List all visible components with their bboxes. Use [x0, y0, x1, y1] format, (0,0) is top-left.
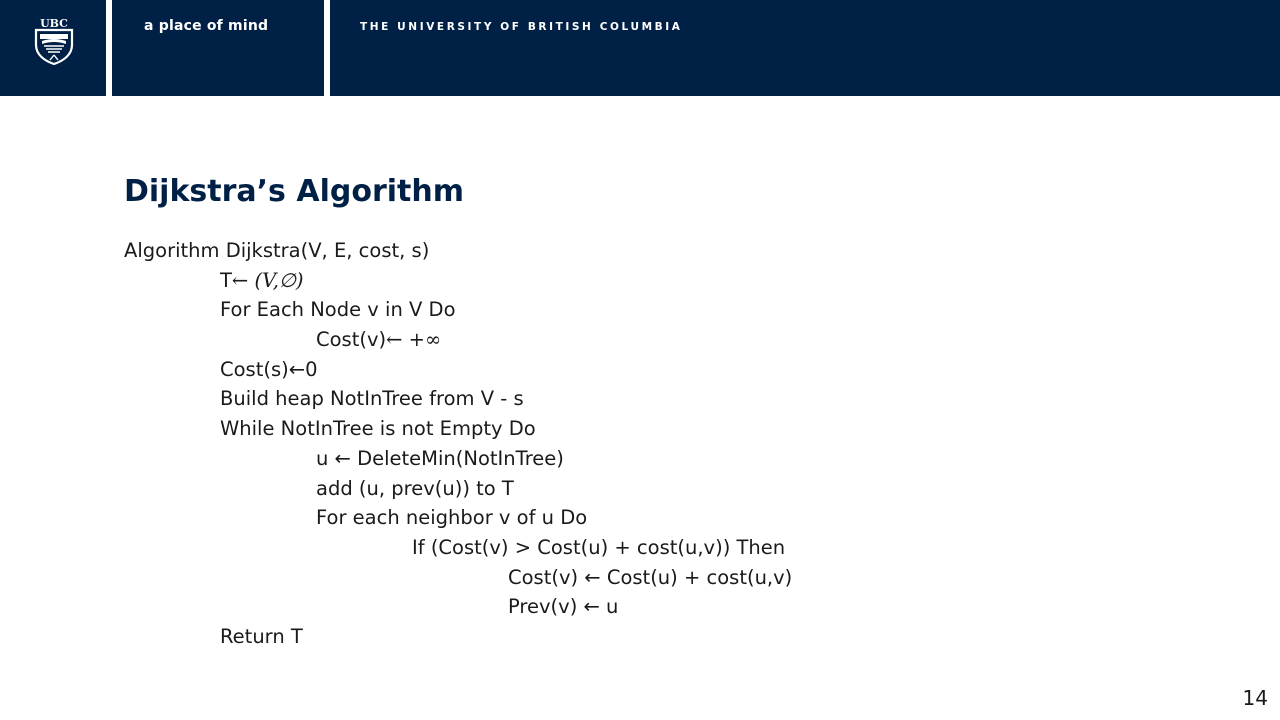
header-divider — [106, 0, 112, 96]
code-line: If (Cost(v) > Cost(u) + cost(u,v)) Then — [412, 535, 786, 559]
page-number: 14 — [1242, 686, 1268, 710]
code-line — [124, 325, 792, 355]
code-line: For Each Node v in V Do — [220, 298, 456, 322]
logo-text: UBC — [40, 17, 68, 30]
code-line: add (u, prev(u)) to T — [316, 476, 514, 500]
math-expression: ← +∞ — [386, 328, 442, 352]
code-text: Cost(v) — [316, 328, 387, 352]
code-line — [124, 266, 792, 296]
code-line: Prev(v) ← u — [508, 595, 619, 619]
header-divider — [324, 0, 330, 96]
math-expression: ← (V,∅) — [231, 268, 304, 292]
code-text: T — [220, 268, 232, 292]
slide-title: Dijkstra’s Algorithm — [124, 174, 464, 209]
code-line: While NotInTree is not Empty Do — [220, 417, 536, 441]
code-line: u ← DeleteMin(NotInTree) — [316, 446, 564, 470]
university-name: THE UNIVERSITY OF BRITISH COLUMBIA — [360, 21, 683, 33]
code-line: Cost(s)←0 — [220, 357, 318, 381]
ubc-crest-icon — [30, 17, 78, 65]
code-line: Build heap NotInTree from V - s — [220, 387, 524, 411]
algorithm-pseudocode — [124, 236, 792, 652]
code-line: Algorithm Dijkstra(V, E, cost, s) — [124, 239, 430, 262]
code-line: Return T — [220, 624, 303, 648]
tagline: a place of mind — [144, 18, 269, 34]
header-bar — [0, 0, 1280, 96]
code-line: For each neighbor v of u Do — [316, 506, 588, 530]
code-line: Cost(v) ← Cost(u) + cost(u,v) — [508, 565, 793, 589]
